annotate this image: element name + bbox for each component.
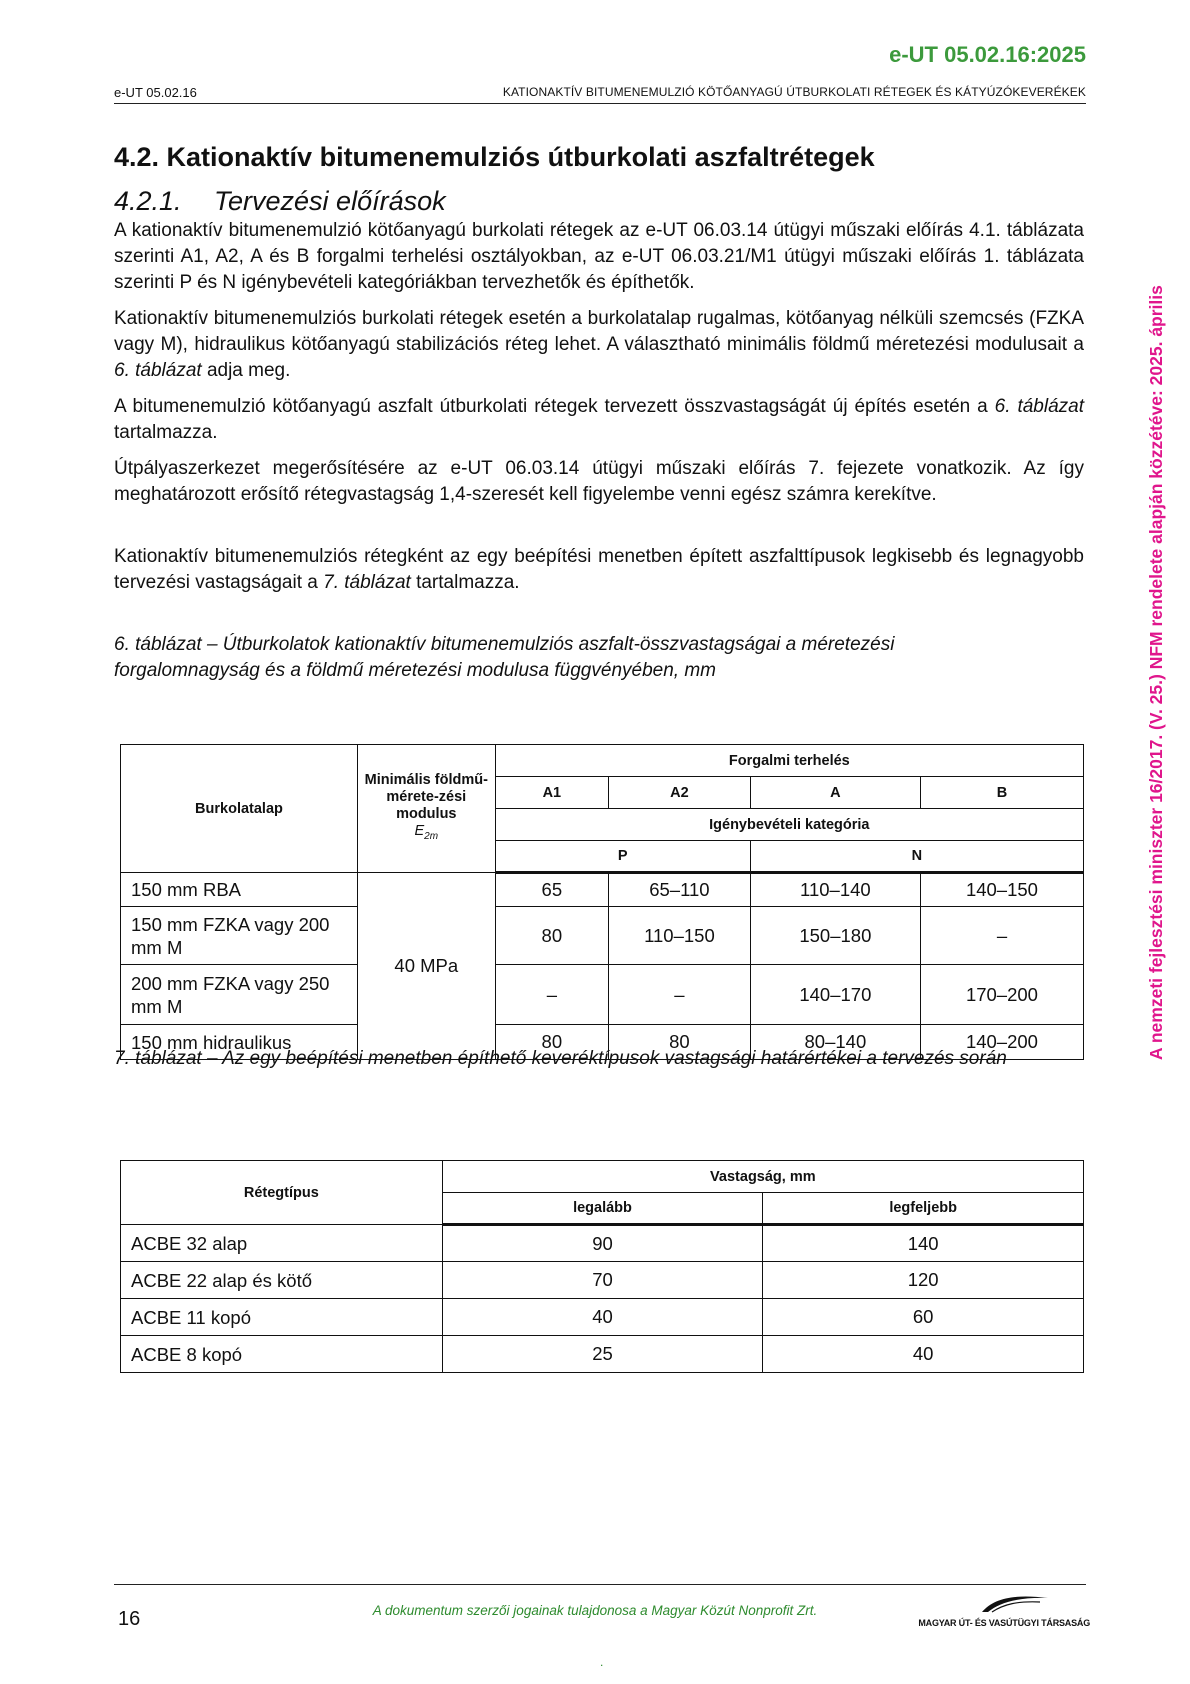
cell-base: 200 mm FZKA vagy 250 mm M xyxy=(121,965,358,1025)
header-burkolatalap: Burkolatalap xyxy=(121,745,358,873)
document-code: e-UT 05.02.16:2025 xyxy=(889,42,1086,67)
society-logo xyxy=(918,1592,1090,1628)
cell-a1: 80 xyxy=(495,1025,608,1060)
header-a1: A1 xyxy=(495,777,608,809)
table-reference: 6. táblázat xyxy=(114,360,202,381)
table-row xyxy=(121,1336,1084,1373)
header-legalabb: legalább xyxy=(442,1193,763,1225)
cell-b: 170–200 xyxy=(920,965,1083,1025)
cell-base: 150 mm RBA xyxy=(121,873,358,907)
header-a: A xyxy=(750,777,920,809)
paragraph-text: Kationaktív bitumenemulziós rétegként az egy beépítési menetben épített aszfalttípusok legkisebb és legnagyobb tervezési vastagságait a xyxy=(114,546,1084,593)
subsection-number: 4.2.1. xyxy=(114,186,182,216)
header-p: P xyxy=(495,841,750,873)
header-a2: A2 xyxy=(609,777,751,809)
trailing-dot: . xyxy=(600,1655,604,1669)
paragraph-text: Kationaktív bitumenemulziós burkolati rétegek esetén a burkolatalap rugalmas, kötőanyag nélküli szemcsés (FZKA vagy M), hidraulikus kötőanyagú stabilizációs réteg lehet. A választható minimális földmű méretezési modulusait a xyxy=(114,308,1084,355)
cell-a: 80–140 xyxy=(750,1025,920,1060)
subsection-text: Tervezési előírások xyxy=(214,186,446,216)
cell-a2: 65–110 xyxy=(609,873,751,907)
cell-a: 140–170 xyxy=(750,965,920,1025)
cell-min: 90 xyxy=(442,1225,763,1262)
cell-type: ACBE 22 alap és kötő xyxy=(121,1262,443,1299)
header-forgalmi-terheles: Forgalmi terhelés xyxy=(495,745,1083,777)
paragraph-text: tartalmazza. xyxy=(114,422,218,443)
table-row xyxy=(121,1262,1084,1299)
section-title: 4.2. Kationaktív bitumenemulziós útburkolati aszfaltrétegek xyxy=(114,142,875,172)
header-vastagsag: Vastagság, mm xyxy=(442,1161,1083,1193)
paragraph: A kationaktív bitumenemulzió kötőanyagú burkolati rétegek az e-UT 06.03.14 útügyi műszaki előírás 4.1. táblázata szerinti A1, A2, A és B forgalmi terhelési osztályokban, az e-UT 06.03.21/M1 útügyi műszaki előírás 1. táblázata szerinti P és N igénybevételi kategóriákban tervezhetők és építhetők. xyxy=(114,220,1084,293)
table-row xyxy=(121,1299,1084,1336)
cell-b: – xyxy=(920,907,1083,965)
subsection-title xyxy=(114,186,446,217)
page-number: 16 xyxy=(118,1608,141,1630)
cell-a2: – xyxy=(609,965,751,1025)
paragraph xyxy=(114,306,1084,384)
paragraph-text: A bitumenemulzió kötőanyagú aszfalt útburkolati rétegek tervezett összvastagságát új építés esetén a xyxy=(114,396,995,417)
header-b: B xyxy=(920,777,1083,809)
header-igenybeveteli-kategoria: Igénybevételi kategória xyxy=(495,809,1083,841)
cell-type: ACBE 11 kopó xyxy=(121,1299,443,1336)
cell-a1: 65 xyxy=(495,873,608,907)
cell-min: 25 xyxy=(442,1336,763,1373)
table-row xyxy=(121,873,1084,907)
paragraph xyxy=(114,544,1084,596)
header-right: KATIONAKTÍV BITUMENEMULZIÓ KÖTŐANYAGÚ ÚTBURKOLATI RÉTEGEK ÉS KÁTYÚZÓKEVERÉKEK xyxy=(502,85,1086,99)
cell-a: 150–180 xyxy=(750,907,920,965)
cell-b: 140–200 xyxy=(920,1025,1083,1060)
cell-a2: 80 xyxy=(609,1025,751,1060)
cell-a1: – xyxy=(495,965,608,1025)
table7-caption: 7. táblázat – Az egy beépítési menetben építhető keveréktípusok vastagsági határértékei a tervezés során xyxy=(114,1048,1007,1069)
paragraph-text: tartalmazza. xyxy=(410,572,520,593)
header-retegtipus: Rétegtípus xyxy=(121,1161,443,1225)
cell-base: 150 mm FZKA vagy 200 mm M xyxy=(121,907,358,965)
header-modulus xyxy=(357,745,495,873)
cell-base: 150 mm hidraulikus xyxy=(121,1025,358,1060)
header-n: N xyxy=(750,841,1083,873)
cell-type: ACBE 8 kopó xyxy=(121,1336,443,1373)
cell-a1: 80 xyxy=(495,907,608,965)
paragraph-text: adja meg. xyxy=(201,360,291,381)
road-swoosh-icon xyxy=(980,1592,1050,1614)
header-modulus-text: Minimális földmű-mérete-zési modulus xyxy=(364,772,488,823)
table-row xyxy=(121,1225,1084,1262)
cell-a2: 110–150 xyxy=(609,907,751,965)
page-header xyxy=(114,84,1086,104)
cell-max: 40 xyxy=(763,1336,1084,1373)
cell-b: 140–150 xyxy=(920,873,1083,907)
table-row xyxy=(121,907,1084,965)
table-row xyxy=(121,965,1084,1025)
table7 xyxy=(120,1160,1084,1373)
publication-sidebar: A nemzeti fejlesztési miniszter 16/2017. (V. 25.) NFM rendelete alapján közzétéve: 2025. április xyxy=(1146,285,1166,1060)
cell-type: ACBE 32 alap xyxy=(121,1225,443,1262)
table6 xyxy=(120,744,1084,1060)
logo-text: MAGYAR ÚT- ÉS VASÚTÜGYI TÁRSASÁG xyxy=(918,1618,1090,1628)
header-legfeljebb: legfeljebb xyxy=(763,1193,1084,1225)
cell-modulus: 40 MPa xyxy=(357,873,495,1060)
cell-max: 60 xyxy=(763,1299,1084,1336)
cell-a: 110–140 xyxy=(750,873,920,907)
paragraph: Útpályaszerkezet megerősítésére az e-UT 06.03.14 útügyi műszaki előírás 7. fejezete vonatkozik. Az így meghatározott erősítő rétegvastagság 1,4-szeresét kell figyelembe venni egész számra kerekítve. xyxy=(114,458,1084,505)
table-row xyxy=(121,1025,1084,1060)
cell-max: 140 xyxy=(763,1225,1084,1262)
table6-caption: 6. táblázat – Útburkolatok kationaktív bitumenemulziós aszfalt-összvastagságai a méretezési forgalomnagyság és a földmű méretezési modulusa függvényében, mm xyxy=(114,634,895,681)
footer-divider xyxy=(114,1584,1086,1585)
header-left: e-UT 05.02.16 xyxy=(114,85,197,100)
paragraph xyxy=(114,394,1084,446)
cell-max: 120 xyxy=(763,1262,1084,1299)
table-reference: 7. táblázat xyxy=(323,572,411,593)
cell-min: 40 xyxy=(442,1299,763,1336)
cell-min: 70 xyxy=(442,1262,763,1299)
table-reference: 6. táblázat xyxy=(994,396,1085,417)
copyright-notice: A dokumentum szerzői jogainak tulajdonosa a Magyar Közút Nonprofit Zrt. xyxy=(372,1603,818,1618)
modulus-symbol: $E_{2m}$ xyxy=(414,823,439,842)
